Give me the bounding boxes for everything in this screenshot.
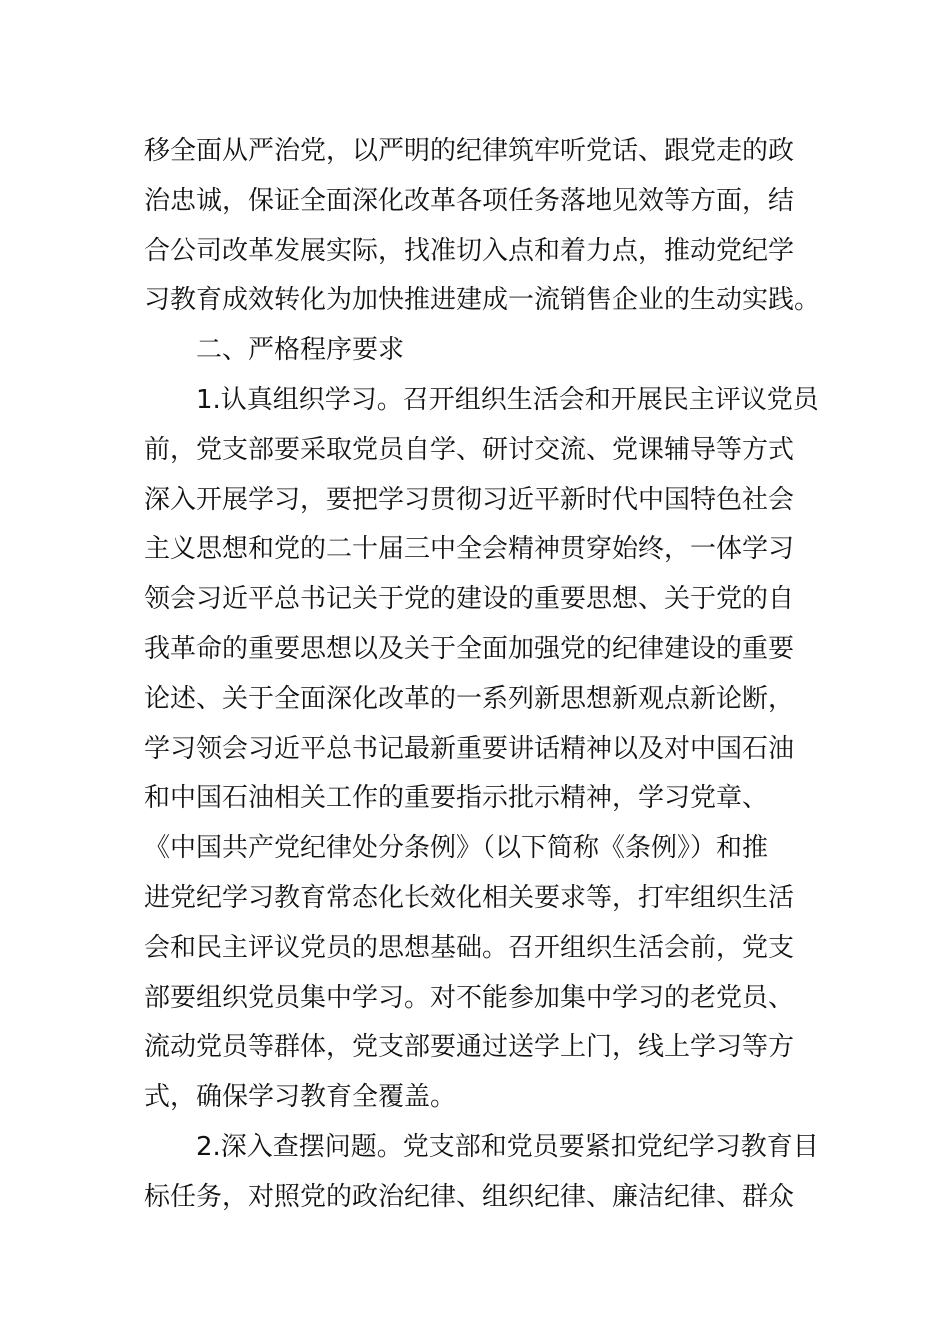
text-line-6: 1.认真组织学习。召开组织生活会和开展民主评议党员 bbox=[196, 384, 819, 415]
text-line-16: 进党纪学习教育常态化长效化相关要求等，打牢组织生活 bbox=[144, 882, 795, 913]
section-heading: 二、严格程序要求 bbox=[196, 335, 405, 366]
text-line-3: 合公司改革发展实际，找准切入点和着力点，推动党纪学 bbox=[144, 235, 795, 266]
text-line-22: 标任务，对照党的政治纪律、组织纪律、廉洁纪律、群众 bbox=[144, 1181, 795, 1212]
text-line-8: 深入开展学习，要把学习贯彻习近平新时代中国特色社会 bbox=[144, 484, 795, 515]
text-line-10: 领会习近平总书记关于党的建设的重要思想、关于党的自 bbox=[144, 584, 795, 615]
text-line-15: 《中国共产党纪律处分条例》（以下简称《条例》）和推 bbox=[144, 833, 769, 864]
text-line-9: 主义思想和党的二十届三中全会精神贯穿始终，一体学习 bbox=[144, 534, 795, 565]
text-line-12: 论述、关于全面深化改革的一系列新思想新观点新论断， bbox=[144, 683, 795, 714]
text-line-2: 治忠诚，保证全面深化改革各项任务落地见效等方面，结 bbox=[144, 185, 795, 216]
text-line-19: 流动党员等群体，党支部要通过送学上门，线上学习等方 bbox=[144, 1032, 795, 1063]
text-line-4: 习教育成效转化为加快推进建成一流销售企业的生动实践。 bbox=[144, 285, 821, 316]
text-line-14: 和中国石油相关工作的重要指示批示精神，学习党章、 bbox=[144, 783, 769, 814]
text-line-21: 2.深入查摆问题。党支部和党员要紧扣党纪学习教育目 bbox=[196, 1131, 819, 1162]
text-line-7: 前，党支部要采取党员自学、研讨交流、党课辅导等方式 bbox=[144, 434, 795, 465]
document-body bbox=[144, 127, 821, 1223]
text-line-13: 学习领会习近平总书记最新重要讲话精神以及对中国石油 bbox=[144, 733, 795, 764]
text-line-17: 会和民主评议党员的思想基础。召开组织生活会前，党支 bbox=[144, 932, 795, 963]
text-line-1: 移全面从严治党，以严明的纪律筑牢听党话、跟党走的政 bbox=[144, 136, 795, 166]
text-line-20: 式，确保学习教育全覆盖。 bbox=[144, 1082, 457, 1113]
text-line-11: 我革命的重要思想以及关于全面加强党的纪律建设的重要 bbox=[144, 633, 795, 664]
text-line-18: 部要组织党员集中学习。对不能参加集中学习的老党员、 bbox=[144, 982, 795, 1013]
